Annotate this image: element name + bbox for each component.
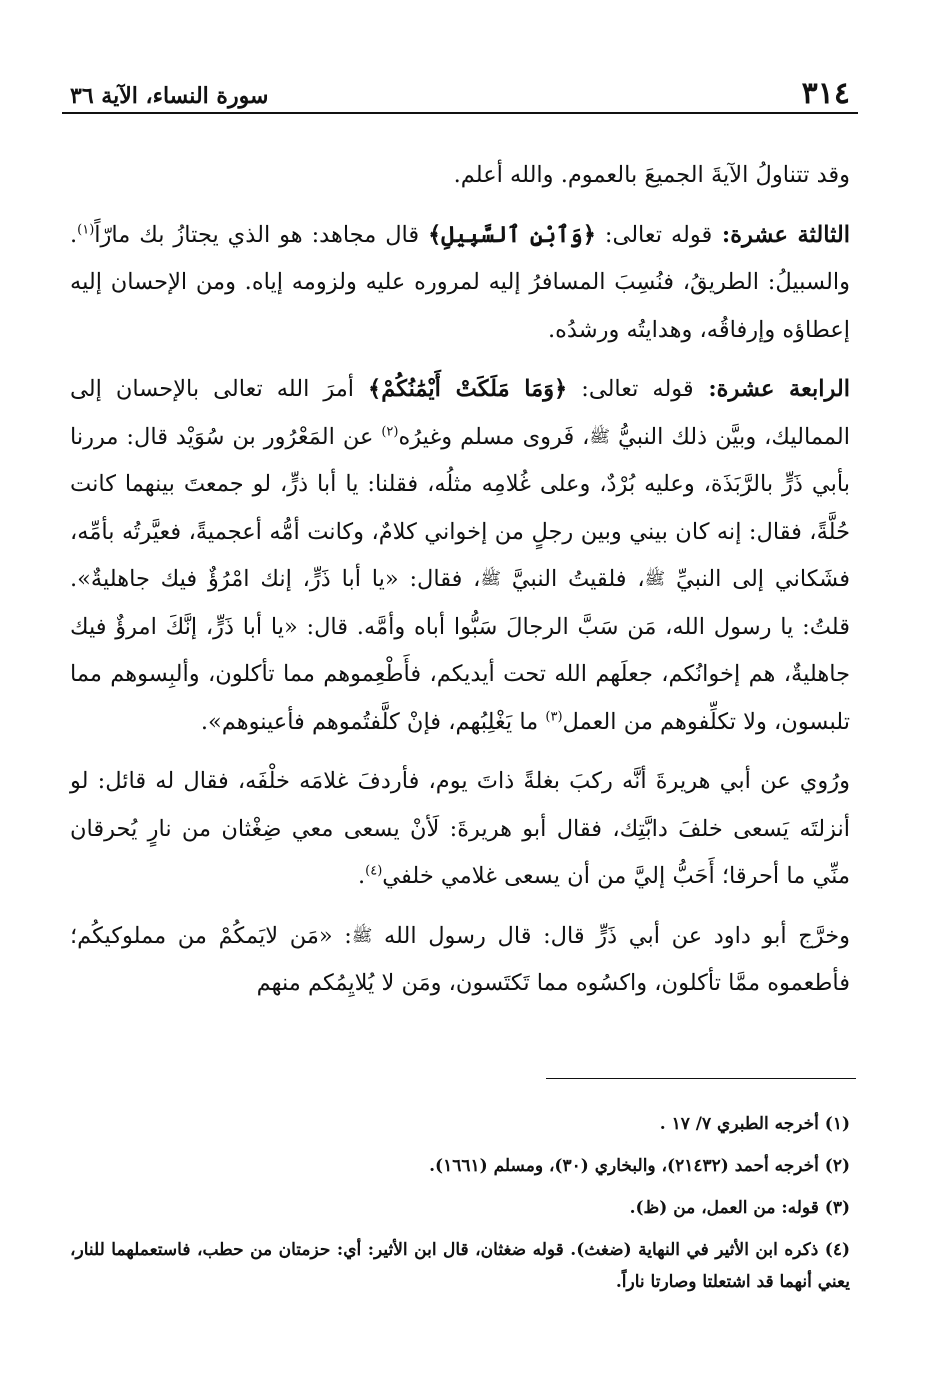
- pbuh-glyph: ﷺ: [351, 925, 373, 946]
- paragraph-2: الثالثة عشرة: قوله تعالى: ﴿وَٱبْنِ ٱلسَّبِيلِ﴾ قال مجاهد: هو الذي يجتازُ بك مارّاً$^{(١)}$. والسبيلُ: الطريقُ، فنُسِبَ المسافرُ إليه لمروره عليه ولزومه إياه. ومن الإحسان إليه إعطاؤه وإرفاقُه، وهدايتُه ورشدُه.: [70, 221, 850, 343]
- paragraph-3: الرابعة عشرة: قوله تعالى: ﴿وَمَا مَلَكَتْ أَيْمَٰنُكُمْ﴾ أمرَ الله تعالى بالإحسان إلى المماليك، وبيَّن ذلك النبيُّ ﷺ، فَروى مسلم وغيرُه$^{(٢)}$ عن المَعْرُور بن سُوَيْد قال: مررنا بأبي ذَرٍّ بالرَّبَذَة، وعليه بُرْدٌ، وعلى غُلامِه مثلُه، فقلنا: يا أبا ذرٍّ، لو جمعتَ بينهما كانت حُلَّةً، فقال: إنه كان بيني وبين رجلٍ من إخواني كلامٌ، وكانت أمُّه أعجميةً، فعيَّرتُه بأمِّه، فشَكاني إلى النبيِّ ﷺ، فلقيتُ النبيَّ ﷺ، فقال: «يا أبا ذَرٍّ، إنك امْرُؤٌ فيك جاهليةٌ». قلتُ: يا رسول الله، مَن سَبَّ الرجالَ سَبُّوا أباه وأمَّه. قال: «يا أبا ذَرٍّ، إنَّكَ امرؤٌ فيك جاهليةٌ، هم إخوانُكم، جعلَهم الله تحت أيديكم، فأَطْعِموهم مما تأكلون، وألبِسوهم مما تلبسون، ولا تكلِّفوهم من العمل$^{(٣)}$ ما يَغْلِبُهم، فإنْ كلَّفتُموهم فأعينوهم».: [70, 376, 850, 735]
- footnote-1: (١) أخرجه الطبري ٧/ ١٧ .: [659, 1114, 850, 1134]
- footnote-ref-2[interactable]: (٢): [381, 424, 399, 439]
- section-heading-14: الرابعة عشرة:: [693, 376, 850, 402]
- quran-verse: ﴿وَٱبْنِ ٱلسَّبِيلِ﴾: [428, 221, 596, 248]
- main-text: [70, 152, 850, 1020]
- book-page: [70, 60, 850, 1360]
- pbuh-glyph: ﷺ: [480, 569, 501, 589]
- footnote-ref-1[interactable]: (١): [77, 222, 95, 237]
- page-number: ٣١٤: [801, 76, 850, 111]
- running-title: سورة النساء، الآية ٣٦: [70, 83, 269, 109]
- footnotes: [70, 1108, 850, 1308]
- footnote-3: (٣) قوله: من العمل، من (ظ).: [629, 1198, 850, 1218]
- section-heading-13: الثالثة عشرة:: [712, 221, 850, 248]
- header-rule: [62, 112, 858, 114]
- pbuh-glyph: ﷺ: [644, 569, 666, 589]
- footnote-4: (٤) ذكره ابن الأثير في النهاية (ضغث). قوله ضغثان، قال ابن الأثير: أي: حزمتان من حطب، فاستعملهما للنار، يعني أنهما قد اشتعلتا وصارتا ناراً.: [70, 1240, 850, 1292]
- footnote-ref-3[interactable]: (٣): [545, 709, 563, 724]
- paragraph-1: وقد تتناولُ الآيةَ الجميعَ بالعموم. والله أعلم.: [453, 162, 850, 188]
- paragraph-5: وخرَّج أبو داود عن أبي ذَرٍّ قال: قال رسول الله ﷺ: «مَن لايَمكُمْ من مملوكيكُم؛ فأطعموه ممَّا تأكلون، واكسُوه مما تَكتَسون، ومَن لا يُلايِمُكم منهم: [70, 913, 850, 1008]
- footnote-2: (٢) أخرجه أحمد (٢١٤٣٢)، والبخاري (٣٠)، ومسلم (١٦٦١).: [429, 1156, 850, 1176]
- pbuh-glyph: ﷺ: [589, 426, 610, 447]
- page-header: [70, 74, 850, 114]
- footnote-ref-4[interactable]: (٤): [365, 863, 383, 879]
- quran-verse: ﴿وَمَا مَلَكَتْ أَيْمَٰنُكُمْ﴾: [368, 376, 568, 402]
- footnote-separator: [546, 1078, 856, 1079]
- paragraph-4: ورُوي عن أبي هريرةَ أنَّه ركبَ بغلةً ذاتَ يوم، فأردفَ غلامَه خلْفَه، فقال له قائل: لو أنزلتَه يَسعى خلفَ دابَّتِك، فقال أبو هريرةَ: لَأنْ يسعى معي ضِغْثان من نارٍ يُحرقان منِّي ما أحرقا؛ أَحَبُّ إليَّ من أن يسعى غلامي خلفي$^{(٤)}$.: [70, 768, 850, 889]
